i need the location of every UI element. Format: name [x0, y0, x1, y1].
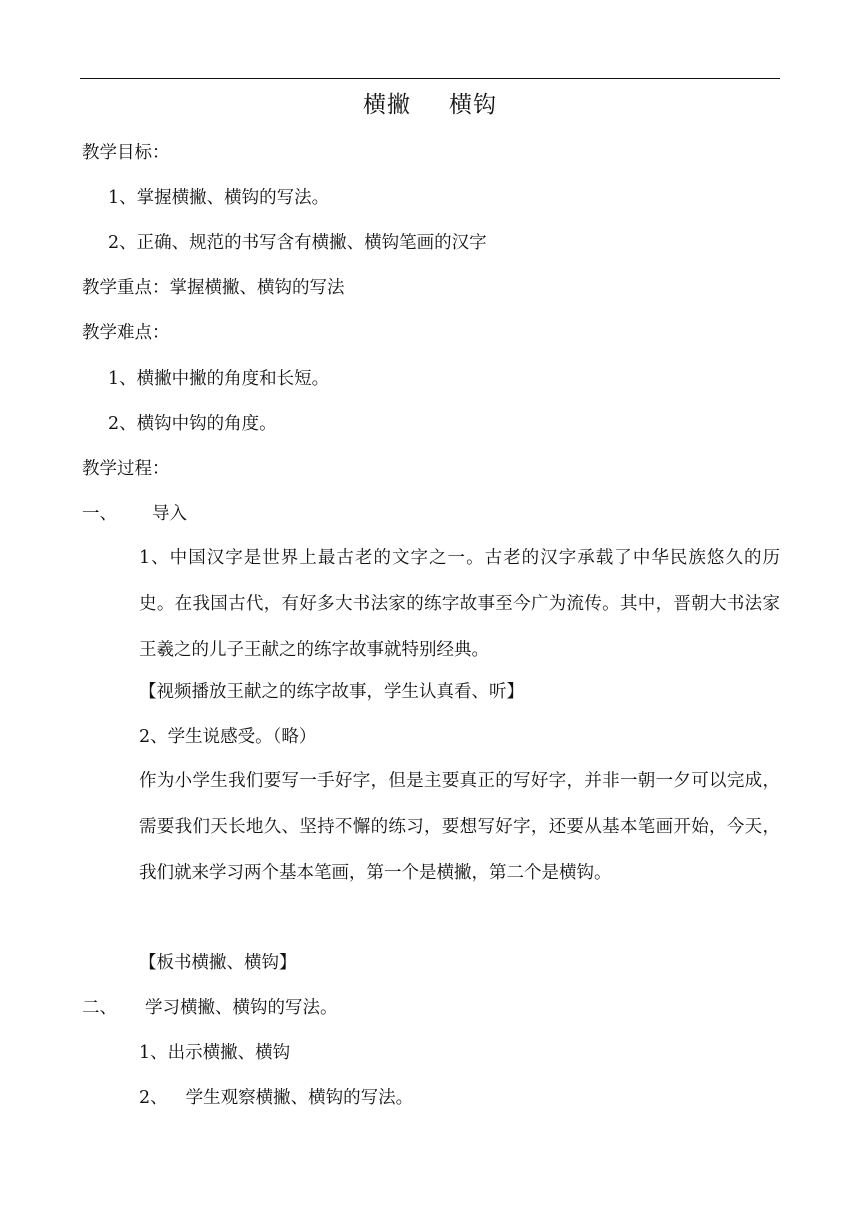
goal-item-2: 2、正确、规范的书写含有横撇、横钩笔画的汉字: [108, 233, 487, 253]
motivation-paragraph: 作为小学生我们要写一手好字，但是主要真正的写好字，并非一朝一夕可以完成，需要我们天长地久、坚持不懈的练习，要想写好字，还要从基本笔画开始，今天，我们就来学习两个基本笔画，第一个是横撇，第二个是横钩。: [139, 771, 780, 883]
goal-item-1: 1、掌握横撇、横钩的写法。: [108, 188, 330, 208]
difficulty-item-1: 1、横撇中撇的角度和长短。: [108, 369, 330, 389]
difficulty-item-2: 2、横钩中钩的角度。: [108, 414, 277, 434]
title-part-2: 横钩: [449, 92, 497, 118]
section-2-number: 二、: [82, 998, 117, 1018]
section-2-item-1: 1、出示横撇、横钩: [139, 1043, 291, 1063]
board-note: 【板书横撇、横钩】: [139, 953, 297, 973]
process-heading: 教学过程：: [82, 459, 170, 479]
section-1-title: 导入: [152, 504, 187, 524]
title-part-1: 横撇: [363, 92, 411, 118]
header-rule: [80, 78, 780, 79]
key-point: 教学重点：掌握横撇、横钩的写法: [82, 278, 345, 298]
section-2-item-2: [139, 1085, 413, 1111]
section-1-item-2: 2、学生说感受。（略）: [139, 727, 317, 747]
lesson-title: [80, 88, 780, 122]
section-2-item-2-text: 学生观察横撇、横钩的写法。: [185, 1088, 414, 1108]
goals-heading: 教学目标：: [82, 143, 170, 163]
intro-paragraph: 1、中国汉字是世界上最古老的文字之一。古老的汉字承载了中华民族悠久的历史。在我国古代，有好多大书法家的练字故事至今广为流传。其中，晋朝大书法家王羲之的儿子王献之的练字故事就特别经典。: [139, 548, 780, 660]
video-note: 【视频播放王献之的练字故事，学生认真看、听】: [139, 682, 524, 702]
section-2-title: 学习横撇、横钩的写法。: [145, 998, 338, 1018]
section-2-item-2-number: 2、: [139, 1088, 168, 1108]
difficulty-heading: 教学难点：: [82, 323, 170, 343]
section-1-heading: [82, 501, 187, 527]
section-1-number: 一、: [82, 504, 117, 524]
section-2-heading: [82, 995, 338, 1021]
